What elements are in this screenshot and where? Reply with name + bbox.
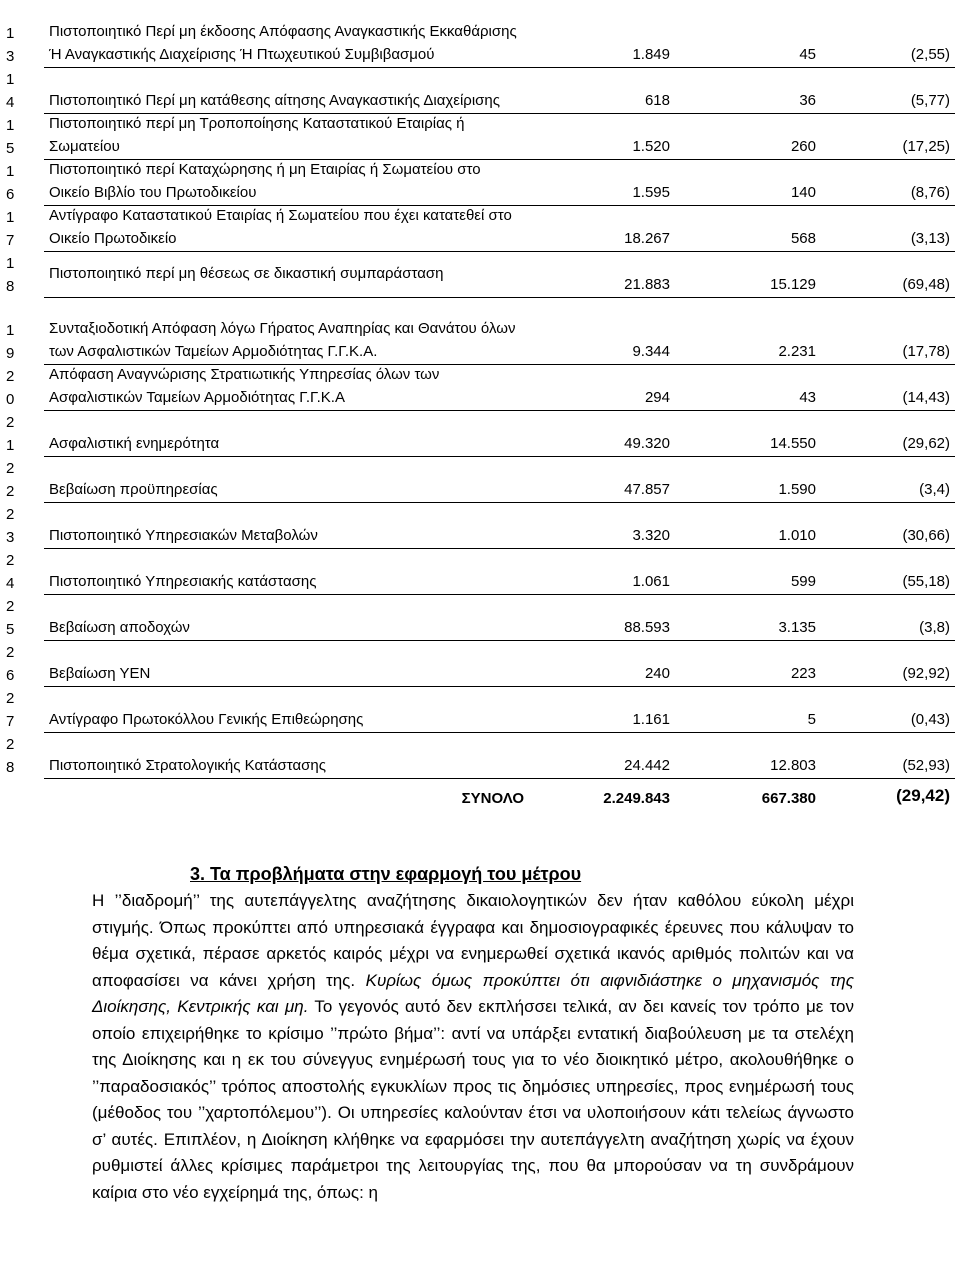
row-description: Πιστοποιητικό Περί μη έκδοσης Απόφασης Αναγκαστικής Εκκαθάρισης Ή Αναγκαστικής Διαχείρισης Ή Πτωχευτικού Συμβιβασμού — [49, 23, 517, 63]
row-value-3: (52,93) — [902, 757, 950, 774]
total-value-1: 2.249.843 — [603, 790, 670, 807]
row-value-3: (30,66) — [902, 527, 950, 544]
row-number-digit: 7 — [6, 232, 15, 249]
row-description: Πιστοποιητικό περί μη θέσεως σε δικαστική συμπαράσταση — [49, 265, 444, 282]
row-value-1: 88.593 — [624, 619, 670, 636]
row-number-digit: 5 — [6, 621, 15, 638]
row-number-digit: 2 — [6, 552, 15, 569]
row-value-3: (69,48) — [902, 276, 950, 293]
row-value-1: 618 — [644, 92, 670, 109]
row-description: Αντίγραφο Καταστατικού Εταιρίας ή Σωματείου που έχει κατατεθεί στο Οικείο Πρωτοδικείο — [49, 207, 512, 247]
table-row — [0, 160, 960, 206]
row-description: Πιστοποιητικό Στρατολογικής Κατάστασης — [49, 757, 326, 774]
section-heading: 3. Τα προβλήματα στην εφαρμογή του μέτρου — [190, 864, 582, 884]
row-number-digit: 2 — [6, 644, 15, 661]
row-number-digit: 1 — [6, 71, 15, 88]
row-number — [6, 252, 30, 298]
row-value-1: 1.061 — [632, 573, 670, 590]
row-number-digit: 6 — [6, 186, 15, 203]
row-description: Αντίγραφο Πρωτοκόλλου Γενικής Επιθεώρησης — [49, 711, 364, 728]
row-value-1: 49.320 — [624, 435, 670, 452]
row-number — [6, 595, 30, 641]
row-value-1: 1.520 — [632, 138, 670, 155]
row-number-digit: 2 — [6, 598, 15, 615]
row-description: Πιστοποιητικό περί Καταχώρησης ή μη Εταιρίας ή Σωματείου στο Οικείο Βιβλίο του Πρωτοδικείου — [49, 161, 481, 201]
row-number-digit: 7 — [6, 713, 15, 730]
paragraph-text-2: Το γεγονός αυτό δεν εκπλήσσει τελικά, αν δει κανείς τον τρόπο με τον οποίο επιχειρήθηκε το κρίσιμο ’’πρώτο βήμα’’: αντί να υπάρξει εντατική διαβούλευση με τα στελέχη της Διοίκησης και η εκ του σύνεγγυς ενημέρωσή τους για το νέο διοικητικό μέτρο, ακολουθήθηκε ο ’’παραδοσιακός’’ τρόπος αποστολής εγκυκλίων προς τις δημόσιες υπηρεσίες, προς ενημέρωσή τους (μέθοδος του ’’χαρτοπόλεμου’’). Οι υπηρεσίες καλούνταν έτσι να υλοποιήσουν κάτι τελείως άγνωστο σ’ αυτές. Επιπλέον, η Διοίκηση κλήθηκε να εφαρμόσει την αυτεπάγγελτη αναζήτηση χωρίς να έχουν ρυθμιστεί άλλες κρίσιμες παράμετροι της λειτουργίας της, που θα μπορούσαν να τη συνδράμουν καίρια στο νέο εγχείρημά της, όπως: η — [92, 997, 854, 1202]
row-value-3: (3,8) — [919, 619, 950, 636]
row-description: Βεβαίωση προϋπηρεσίας — [49, 481, 218, 498]
row-value-3: (8,76) — [910, 184, 950, 201]
row-value-3: (2,55) — [910, 46, 950, 63]
row-number — [6, 114, 30, 160]
row-value-3: (17,25) — [902, 138, 950, 155]
table-row — [0, 733, 960, 779]
row-value-2: 2.231 — [778, 343, 816, 360]
row-value-3: (0,43) — [910, 711, 950, 728]
row-value-2: 15.129 — [770, 276, 816, 293]
row-value-1: 240 — [644, 665, 670, 682]
row-description: Συνταξιοδοτική Απόφαση λόγω Γήρατος Αναπηρίας και Θανάτου όλων των Ασφαλιστικών Ταμείων Αρμοδιότητας Γ.Γ.Κ.Α. — [49, 320, 516, 360]
row-value-1: 3.320 — [632, 527, 670, 544]
row-number-digit: 1 — [6, 25, 15, 42]
row-divider — [44, 778, 955, 779]
table-total-row — [0, 786, 960, 812]
row-number-digit: 5 — [6, 140, 15, 157]
row-number-digit: 8 — [6, 278, 15, 295]
row-value-1: 21.883 — [624, 276, 670, 293]
section-paragraph — [92, 888, 854, 1206]
row-value-3: (5,77) — [910, 92, 950, 109]
table-row — [0, 206, 960, 252]
total-label: ΣΥΝΟΛΟ — [461, 790, 524, 807]
table-row — [0, 0, 960, 68]
row-number — [6, 319, 30, 365]
table-row — [0, 114, 960, 160]
table-row — [0, 687, 960, 733]
row-number-digit: 1 — [6, 255, 15, 272]
row-number — [6, 503, 30, 549]
row-value-2: 3.135 — [778, 619, 816, 636]
row-number — [6, 160, 30, 206]
row-number — [6, 549, 30, 595]
row-number — [6, 365, 30, 411]
row-number-digit: 4 — [6, 94, 15, 111]
row-value-1: 24.442 — [624, 757, 670, 774]
row-value-2: 45 — [799, 46, 816, 63]
row-value-2: 1.010 — [778, 527, 816, 544]
row-number-digit: 9 — [6, 345, 15, 362]
row-number — [6, 641, 30, 687]
row-value-3: (3,13) — [910, 230, 950, 247]
row-number-digit: 1 — [6, 437, 15, 454]
row-number-digit: 1 — [6, 209, 15, 226]
row-description: Βεβαίωση αποδοχών — [49, 619, 190, 636]
row-value-1: 47.857 — [624, 481, 670, 498]
row-value-1: 9.344 — [632, 343, 670, 360]
row-value-2: 43 — [799, 389, 816, 406]
row-number-digit: 1 — [6, 163, 15, 180]
row-description: Ασφαλιστική ενημερότητα — [49, 435, 220, 452]
row-number — [6, 68, 30, 114]
row-description: Πιστοποιητικό Περί μη κατάθεσης αίτησης Αναγκαστικής Διαχείρισης — [49, 92, 500, 109]
table-row — [0, 252, 960, 298]
row-number — [6, 22, 30, 68]
row-number-digit: 1 — [6, 117, 15, 134]
row-number-digit: 2 — [6, 690, 15, 707]
row-value-2: 568 — [790, 230, 816, 247]
row-number-digit: 2 — [6, 368, 15, 385]
row-number-digit: 2 — [6, 736, 15, 753]
row-value-2: 36 — [799, 92, 816, 109]
row-description: Πιστοποιητικό Υπηρεσιακών Μεταβολών — [49, 527, 318, 544]
row-value-3: (55,18) — [902, 573, 950, 590]
row-value-2: 223 — [790, 665, 816, 682]
row-number-digit: 8 — [6, 759, 15, 776]
row-number-digit: 4 — [6, 575, 15, 592]
row-value-1: 294 — [644, 389, 670, 406]
row-number-digit: 2 — [6, 483, 15, 500]
row-value-2: 1.590 — [778, 481, 816, 498]
row-value-3: (92,92) — [902, 665, 950, 682]
row-value-1: 1.849 — [632, 46, 670, 63]
paragraph-text-1: Η ’’διαδρομή’’ της αυτεπάγγελτης αναζήτησης δικαιολογητικών δεν ήταν καθόλου εύκολη μέχρι στιγμής. Όπως προκύπτει από υπηρεσιακά έγγραφα και δημοσιογραφικές έρευνες που κάλυψαν το θέμα σχετικά, πέρασε αρκετός καιρός μέχρι να ενημερωθεί σχετικά ικανός αριθμός πολιτών και να αποφασίσει να κάνει χρήση της. — [92, 891, 854, 990]
row-number — [6, 687, 30, 733]
row-description: Απόφαση Αναγνώρισης Στρατιωτικής Υπηρεσίας όλων των Ασφαλιστικών Ταμείων Αρμοδιότητας Γ.Γ.Κ.Α — [49, 366, 440, 406]
table-row — [0, 365, 960, 411]
table-row — [0, 457, 960, 503]
row-number-digit: 6 — [6, 667, 15, 684]
row-description: Πιστοποιητικό περί μη Τροποποίησης Καταστατικού Εταιρίας ή Σωματείου — [49, 115, 465, 155]
row-number-digit: 2 — [6, 506, 15, 523]
row-value-2: 599 — [790, 573, 816, 590]
row-value-2: 12.803 — [770, 757, 816, 774]
row-number-digit: 2 — [6, 460, 15, 477]
row-value-1: 18.267 — [624, 230, 670, 247]
row-description: Βεβαίωση ΥΕΝ — [49, 665, 151, 682]
row-value-2: 5 — [807, 711, 816, 728]
table-row — [0, 549, 960, 595]
row-value-2: 140 — [790, 184, 816, 201]
row-description: Πιστοποιητικό Υπηρεσιακής κατάστασης — [49, 573, 317, 590]
row-number-digit: 3 — [6, 48, 15, 65]
row-value-2: 14.550 — [770, 435, 816, 452]
table-row — [0, 68, 960, 114]
total-value-2: 667.380 — [761, 790, 816, 807]
row-number-digit: 3 — [6, 529, 15, 546]
row-value-3: (29,62) — [902, 435, 950, 452]
row-number — [6, 411, 30, 457]
row-number — [6, 733, 30, 779]
row-value-3: (17,78) — [902, 343, 950, 360]
table-row — [0, 595, 960, 641]
row-value-1: 1.161 — [632, 711, 670, 728]
table-row — [0, 503, 960, 549]
row-number — [6, 206, 30, 252]
row-value-3: (3,4) — [919, 481, 950, 498]
row-number — [6, 457, 30, 503]
total-value-3: (29,42) — [896, 786, 950, 805]
row-number-digit: 0 — [6, 391, 15, 408]
paragraph-italic-text: Κυρίως όμως προκύπτει ότι αιφνιδιάστηκε ο μηχανισμός της Διοίκησης, Κεντρικής και μη. — [92, 970, 854, 1016]
row-value-3: (14,43) — [902, 389, 950, 406]
table-row — [0, 298, 960, 365]
row-number-digit: 1 — [6, 322, 15, 339]
row-number-digit: 2 — [6, 414, 15, 431]
row-value-2: 260 — [790, 138, 816, 155]
table-row — [0, 411, 960, 457]
row-value-1: 1.595 — [632, 184, 670, 201]
table-row — [0, 641, 960, 687]
